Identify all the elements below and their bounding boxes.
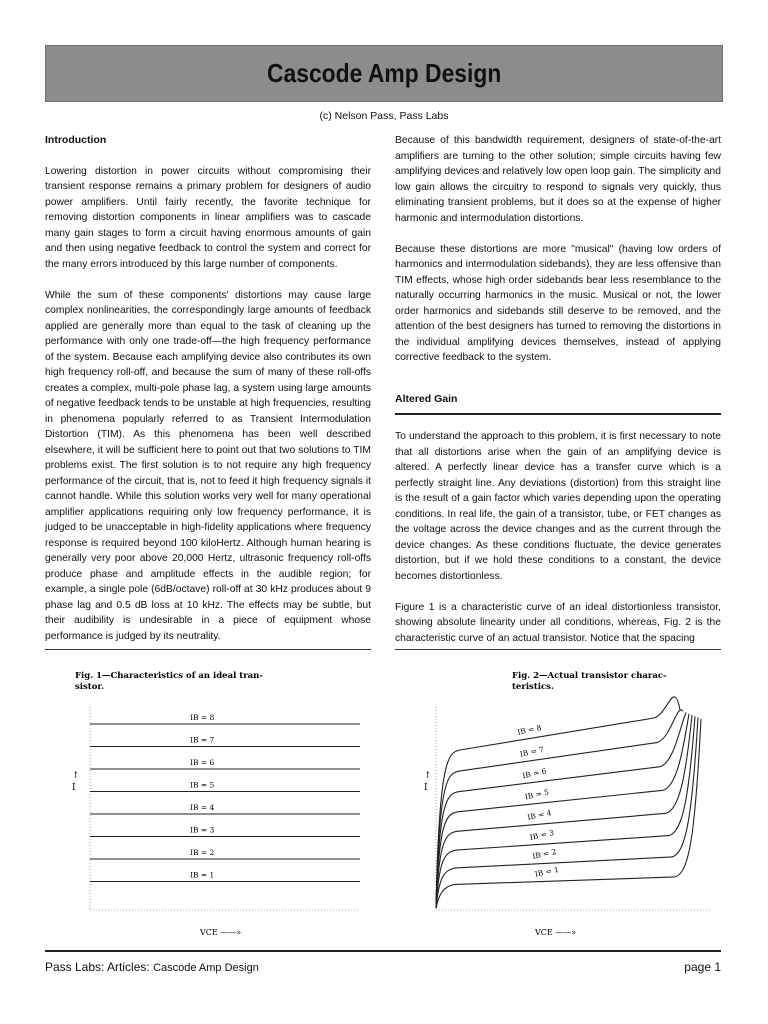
figure-1 <box>60 662 370 942</box>
curve-label: IB = 7 <box>519 744 545 759</box>
curve-label: IB = 7 <box>190 735 215 745</box>
figure-2-caption: Fig. 2—Actual transistor charac- <box>512 671 667 681</box>
curve-label: IB = 5 <box>524 787 550 802</box>
page-title: Cascode Amp Design <box>266 58 502 88</box>
y-axis-label: I <box>424 783 428 793</box>
curve-label: IB = 3 <box>190 825 215 835</box>
title-bar <box>45 45 723 102</box>
curve-line <box>436 716 695 908</box>
curve-label: IB = 8 <box>190 713 215 722</box>
paragraph: To understand the approach to this problem, it is first necessary to note that all distortions arise when the gain of an amplifying device is altered. A perfectly linear device has a transfer curve which is a perfectly straight line. Any deviations (distortion) from this straight line is the result of a gain factor which varies depending upon the operating conditions. In real life, the gain of a transistor, tube, or FET changes as the voltage across the device changes and as the current through the device changes. As these conditions fluctuate, the device generates distortion, but if we hold these conditions to a constant, the device becomes distortionless. <box>395 431 721 582</box>
curve-label: IB = 8 <box>516 722 543 737</box>
section-heading-altered-gain: Altered Gain <box>395 392 721 416</box>
footer <box>45 960 721 974</box>
footer-rule <box>45 950 721 952</box>
y-axis-arrow-icon: ↑ <box>424 771 432 781</box>
x-axis-label: VCE ——» <box>535 928 577 937</box>
curve-label: IB = 5 <box>190 780 215 790</box>
right-column <box>395 133 721 662</box>
curve-label: IB = 4 <box>190 803 215 812</box>
byline: (c) Nelson Pass, Pass Labs <box>319 110 449 122</box>
footer-source-prefix: Pass Labs: Articles: <box>45 960 150 974</box>
curve-label: IB = 6 <box>521 766 548 781</box>
paragraph: Lowering distortion in power circuits without compromising their transient response remains a primary problem for designers of audio power amplifiers. Until fairly recently, the favorite technique for removing distortion components in linear amplifiers was to cascade many gain stages to form a circuit having enormous amounts of gain and then using negative feedback to control the system and correct for the many errors introduced by this large number of components. <box>45 165 371 270</box>
section-heading-introduction: Introduction <box>45 134 107 146</box>
y-axis-arrow-icon: ↑ <box>72 771 80 781</box>
figure-2-caption: teristics. <box>512 682 554 692</box>
figure-1-caption: sistor. <box>75 682 105 692</box>
x-axis-label: VCE ——» <box>200 928 242 937</box>
paragraph: Figure 1 is a characteristic curve of an ideal distortionless transistor, showing absolute linearity under all conditions, whereas, Fig. 2 is the characteristic curve of an actual transistor. Notice that the spacing <box>395 601 721 644</box>
paragraph: While the sum of these components' distortions may cause large complex nonlinearities, the correspondingly large amounts of feedback applied are generally more than equal to the task of cleaning up the performance with only one trade-off—the high frequency performance of the system. Because each amplifying device also contributes its own high frequency roll-off, and because the sum of many of these roll-offs creates a complex, multi-pole phase lag, a system using large amounts of negative feedback tends to be unstable at high frequencies, resulting in phenomena popularly referred to as Transient Intermodulation Distortion (TIM). As this phenomena has been well described elsewhere, it will be sufficient here to point out that two solutions to TIM problems exist. The first solution is to not require any high frequency performance of the circuit, that is, not to feed it high frequency signals it cannot handle. While this solution works very well for many operational amplifier applications requiring only low frequency performance, it is judged to be unacceptable in high-fidelity applications where frequency response is required beyond 100 kiloHertz. Although human hearing is generally very poor above 20,000 Hertz, ultrasonic frequency roll-offs produce phase and amplitude effects in the audible region; for example, a single pole (6dB/octave) roll-off at 30 kHz produces about 9 phase lag and 0.5 dB loss at 10 kHz. The effects may be subtle, but their audibility is undesirable in a piece of equipment whose performance is judged by its neutrality. <box>45 289 371 642</box>
curve-line <box>436 718 698 909</box>
curve-label: IB = 1 <box>190 870 215 880</box>
curve-label: IB = 2 <box>531 847 558 861</box>
paragraph: Because these distortions are more "musical" (having low orders of harmonics and intermodulation sidebands), they are less offensive than TIM effects, whose high order sidebands bear less resemblance to the naturally occurring harmonics in the music. Musical or not, the lower order harmonics and sidebands still deserve to be removed, and the attention of the best designers has turned to removing the distortions in the individual amplifying devices themselves, instead of applying corrective feedback to the system. <box>395 243 721 363</box>
column-rule <box>45 649 371 650</box>
column-rule <box>395 649 721 650</box>
footer-source <box>45 960 259 974</box>
curve-line <box>436 715 692 908</box>
curve-label: IB = 6 <box>190 758 215 767</box>
curve-line <box>436 697 680 908</box>
left-column <box>45 133 371 660</box>
figure-2 <box>400 662 720 942</box>
paragraph: Because of this bandwidth requirement, designers of state-of-the-art amplifiers are turning to the other solution; simple circuits having few amplifying devices and relatively low open loop gain. The simplicity and low gain allows the circuitry to respond to signals very quickly, thus eliminating transient problems, but it does so at the expense of higher harmonic and intermodulation distortions. <box>395 135 721 224</box>
footer-page-number: page 1 <box>684 960 721 974</box>
footer-article-title: Cascode Amp Design <box>153 962 259 974</box>
curve-label: IB = 4 <box>526 808 553 822</box>
curve-label: IB = 2 <box>190 848 215 857</box>
curve-label: IB = 3 <box>529 828 555 842</box>
y-axis-label: I <box>72 783 76 793</box>
figure-1-caption: Fig. 1—Characteristics of an ideal tran- <box>75 671 263 681</box>
curve-label: IB = 1 <box>534 864 560 879</box>
